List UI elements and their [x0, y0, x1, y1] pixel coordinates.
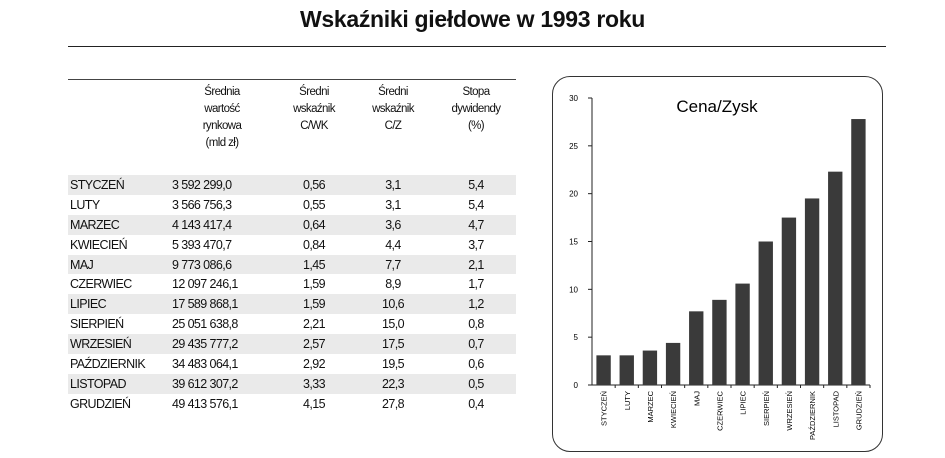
cell-cwk: 0,55 — [303, 197, 325, 212]
cell-cwk: 1,59 — [278, 294, 350, 314]
cell-cz: 3,6 — [350, 215, 436, 235]
cell-cwk: 2,57 — [278, 334, 350, 354]
cell-cwk: 3,33 — [278, 374, 350, 394]
table-row — [68, 294, 516, 314]
table-row — [68, 255, 516, 275]
cell-month: SIERPIEŃ — [70, 317, 124, 332]
table-body — [68, 175, 516, 414]
cell-month: MAJ — [68, 255, 166, 275]
x-tick-label: STYCZEŃ — [599, 391, 609, 427]
cell-market-value: 49 413 576,1 — [172, 396, 238, 411]
cell-dividend: 0,4 — [468, 396, 484, 411]
cell-market-value: 25 051 638,8 — [172, 317, 238, 332]
x-tick-label: CZERWIEC — [715, 391, 725, 431]
bar — [851, 119, 865, 385]
cell-dividend: 0,8 — [468, 317, 484, 332]
header-month — [68, 84, 166, 175]
cell-cz: 22,3 — [350, 374, 436, 394]
cell-cz: 15,0 — [382, 317, 404, 332]
cell-cz: 7,7 — [350, 255, 436, 275]
bar — [712, 300, 726, 385]
table-row — [68, 374, 516, 394]
y-tick-label: 15 — [569, 237, 578, 247]
cell-market-value: 17 589 868,1 — [166, 294, 278, 314]
bar — [666, 343, 680, 385]
cell-cz: 19,5 — [382, 356, 404, 371]
cell-month: LISTOPAD — [68, 374, 166, 394]
x-tick-label: WRZESIEŃ — [784, 391, 794, 431]
cell-cwk: 2,21 — [303, 317, 325, 332]
x-tick-label: GRUDZIEŃ — [854, 391, 864, 431]
table-top-rule — [68, 79, 516, 80]
cell-cz: 4,4 — [385, 237, 401, 252]
bar — [643, 351, 657, 385]
bar — [805, 198, 819, 385]
cell-month: GRUDZIEŃ — [70, 396, 131, 411]
cell-market-value: 3 592 299,0 — [166, 175, 278, 195]
table-row — [68, 314, 516, 334]
bar — [828, 172, 842, 385]
cell-cz: 8,9 — [385, 277, 401, 292]
title-rule — [68, 46, 886, 47]
cell-dividend: 0,5 — [436, 374, 516, 394]
bar — [735, 284, 749, 385]
cell-cz: 3,1 — [385, 197, 401, 212]
cell-market-value: 39 612 307,2 — [166, 374, 278, 394]
y-tick-label: 25 — [569, 141, 578, 151]
bar — [759, 242, 773, 386]
cell-cwk: 0,56 — [278, 175, 350, 195]
x-tick-label: LISTOPAD — [831, 391, 841, 428]
cell-cz: 27,8 — [382, 396, 404, 411]
cell-market-value: 5 393 470,7 — [172, 237, 232, 252]
x-tick-label: PAŹDZIERNIK — [808, 391, 818, 441]
y-tick-label: 30 — [569, 94, 578, 103]
cell-cwk: 1,45 — [278, 255, 350, 275]
chart-title: Cena/Zysk — [676, 97, 758, 116]
header-cz: Średni wskaźnik C/Z — [372, 86, 414, 132]
cell-month: LUTY — [70, 197, 100, 212]
cell-dividend: 5,4 — [436, 175, 516, 195]
table-row — [68, 394, 516, 414]
cell-cwk: 4,15 — [303, 396, 325, 411]
cell-cwk: 2,92 — [303, 356, 325, 371]
cell-dividend: 4,7 — [436, 215, 516, 235]
cell-month: STYCZEŃ — [68, 175, 166, 195]
cell-cwk: 0,64 — [278, 215, 350, 235]
cell-dividend: 2,1 — [436, 255, 516, 275]
cell-month: MARZEC — [68, 215, 166, 235]
table-row — [68, 235, 516, 255]
cell-month: KWIECIEŃ — [70, 237, 128, 252]
stock-indicators-table — [68, 84, 516, 414]
page-title: Wskaźniki giełdowe w 1993 roku — [299, 6, 646, 32]
header-dividend: Stopa dywidendy (%) — [451, 86, 501, 132]
x-tick-label: LUTY — [622, 391, 632, 411]
table-row — [68, 334, 516, 354]
cell-dividend: 1,2 — [436, 294, 516, 314]
x-tick-label: LIPIEC — [738, 391, 748, 415]
bar — [596, 355, 610, 385]
cell-month: WRZESIEŃ — [68, 334, 166, 354]
bar — [620, 355, 634, 385]
cell-market-value: 3 566 756,3 — [172, 197, 232, 212]
x-tick-label: MARZEC — [645, 391, 655, 423]
cell-market-value: 29 435 777,2 — [166, 334, 278, 354]
cell-cz: 10,6 — [350, 294, 436, 314]
cell-market-value: 34 483 064,1 — [172, 356, 238, 371]
cell-market-value: 9 773 086,6 — [166, 255, 278, 275]
y-tick-label: 10 — [569, 285, 578, 295]
cell-month: PAŹDZIERNIK — [70, 356, 146, 371]
bar — [782, 218, 796, 385]
cell-dividend: 0,6 — [468, 356, 484, 371]
cell-dividend: 0,7 — [436, 334, 516, 354]
cell-month: CZERWIEC — [70, 277, 132, 292]
cell-month: LIPIEC — [68, 294, 166, 314]
cell-dividend: 1,7 — [468, 277, 484, 292]
header-cwk: Średni wskaźnik C/WK — [293, 86, 335, 132]
y-tick-label: 0 — [573, 381, 578, 390]
cell-cz: 17,5 — [350, 334, 436, 354]
cell-dividend: 3,7 — [468, 237, 484, 252]
cell-market-value: 12 097 246,1 — [172, 277, 238, 292]
y-tick-label: 5 — [573, 333, 578, 343]
cell-cwk: 0,84 — [303, 237, 325, 252]
cell-cwk: 1,59 — [303, 277, 325, 292]
table-row — [68, 175, 516, 195]
table-header-row — [68, 84, 516, 175]
pe-ratio-bar-chart — [552, 76, 883, 452]
x-tick-label: MAJ — [692, 391, 702, 406]
x-tick-label: SIERPIEŃ — [761, 391, 771, 427]
cell-cz: 3,1 — [350, 175, 436, 195]
cell-market-value: 4 143 417,4 — [166, 215, 278, 235]
table-row — [68, 215, 516, 235]
header-market-value: Średnia wartość rynkowa (mld zł) — [202, 86, 242, 149]
y-tick-label: 20 — [569, 189, 578, 199]
bar — [689, 311, 703, 385]
table-row — [68, 274, 516, 294]
cell-dividend: 5,4 — [468, 197, 484, 212]
table-row — [68, 195, 516, 215]
table-row — [68, 354, 516, 374]
x-tick-label: KWIECIEŃ — [669, 391, 679, 429]
